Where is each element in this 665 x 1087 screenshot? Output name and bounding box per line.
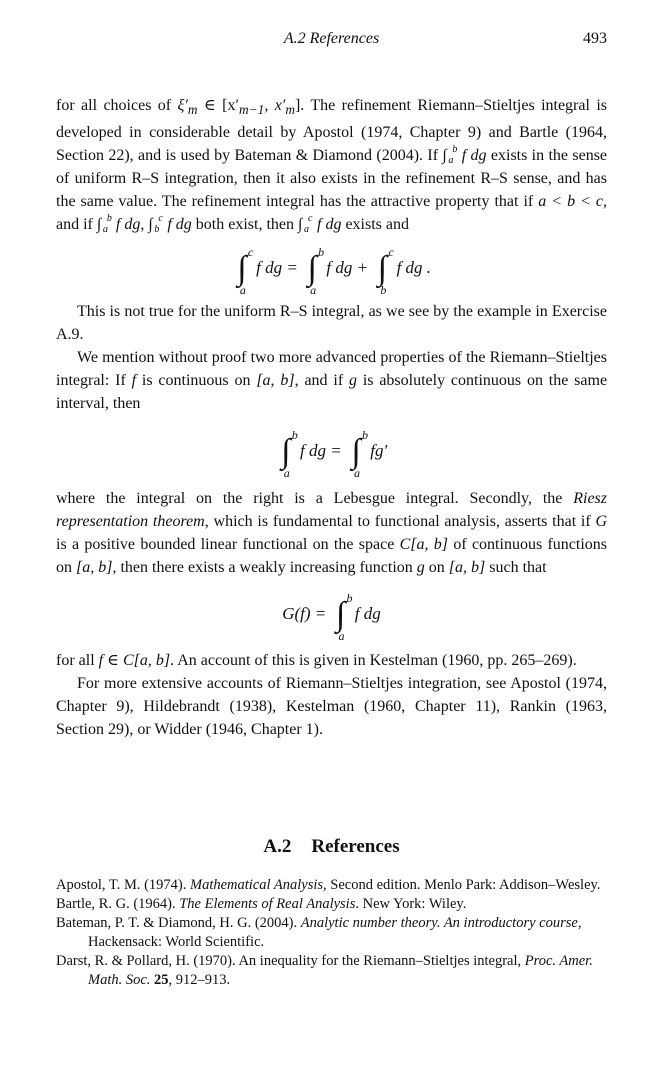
- page-number: 493: [583, 30, 607, 47]
- paragraph-riesz: where the integral on the right is a Lebesgue integral. Secondly, the Riesz representation theorem, which is fundamental to functional analysis, asserts that if G is a positive bounded linear functional on the space C[a, b] of continuous functions on [a, b], then there exists a weakly increasing function g on [a, b] such that: [56, 490, 608, 577]
- reference-item: Bateman, P. T. & Diamond, H. G. (2004). Analytic number theory. An introductory course, Hackensack: World Scientific.: [56, 915, 582, 950]
- page-header: [56, 30, 607, 52]
- paragraph-advanced-properties: We mention without proof two more advanced properties of the Riemann–Stieltjes integral: If f is continuous on [a, b], and if g is absolutely continuous on the same interval, then: [56, 349, 608, 413]
- equation-riesz: G(f) = ∫ b a f dg: [282, 591, 381, 644]
- reference-item: Apostol, T. M. (1974). Mathematical Analysis, Second edition. Menlo Park: Addison–Wesley.: [56, 877, 601, 893]
- section-heading: [56, 836, 607, 858]
- section-number: A.2: [263, 836, 292, 857]
- paragraph-uniform: This is not true for the uniform R–S integral, as we see by the example in Exercise A.9.: [56, 303, 607, 344]
- paragraph-refinement: for all choices of $\xi'_m$ ∈ [$x'_{m-1}$, $x'_m$]. The refinement Riemann–Stieltjes integral is developed in considerable detail by Apostol (1974, Chapter 9) and Bartle (1964, Section 22), and is used by Bateman & Diamond (2004). If ∫ b a f dg exists in the sense of uniform R–S integration, then it also exists in the refinement R–S sense, and has the same value. The refinement integral has the attractive property that if a < b < c, and if ∫ b a f dg, ∫ c b f dg both exist, then ∫ c a f dg exists and: [56, 97, 608, 236]
- equation-additivity: ∫ c a f dg = ∫ b a f dg + ∫ c b f dg .: [237, 245, 432, 298]
- running-title: A.2 References: [283, 30, 380, 47]
- paragraph-further-reading: For more extensive accounts of Riemann–Stieltjes integration, see Apostol (1974, Chapter 9), Hildebrandt (1938), Kestelman (1960, Chapter 11), Rankin (1963, Section 29), or Widder (1946, Chapter 1).: [56, 675, 607, 739]
- section-title: References: [311, 836, 400, 857]
- equation-lebesgue: ∫ b a f dg = ∫ b a fg′: [281, 428, 388, 481]
- paragraph-kestelman: for all f ∈ C[a, b]. An account of this is given in Kestelman (1960, pp. 265–269).: [56, 652, 577, 670]
- reference-list: [56, 876, 607, 990]
- reference-item: Darst, R. & Pollard, H. (1970). An inequality for the Riemann–Stieltjes integral, Proc. Amer. Math. Soc. 25, 912–913.: [56, 953, 593, 988]
- reference-item: Bartle, R. G. (1964). The Elements of Real Analysis. New York: Wiley.: [56, 896, 467, 912]
- main-text: [56, 94, 607, 741]
